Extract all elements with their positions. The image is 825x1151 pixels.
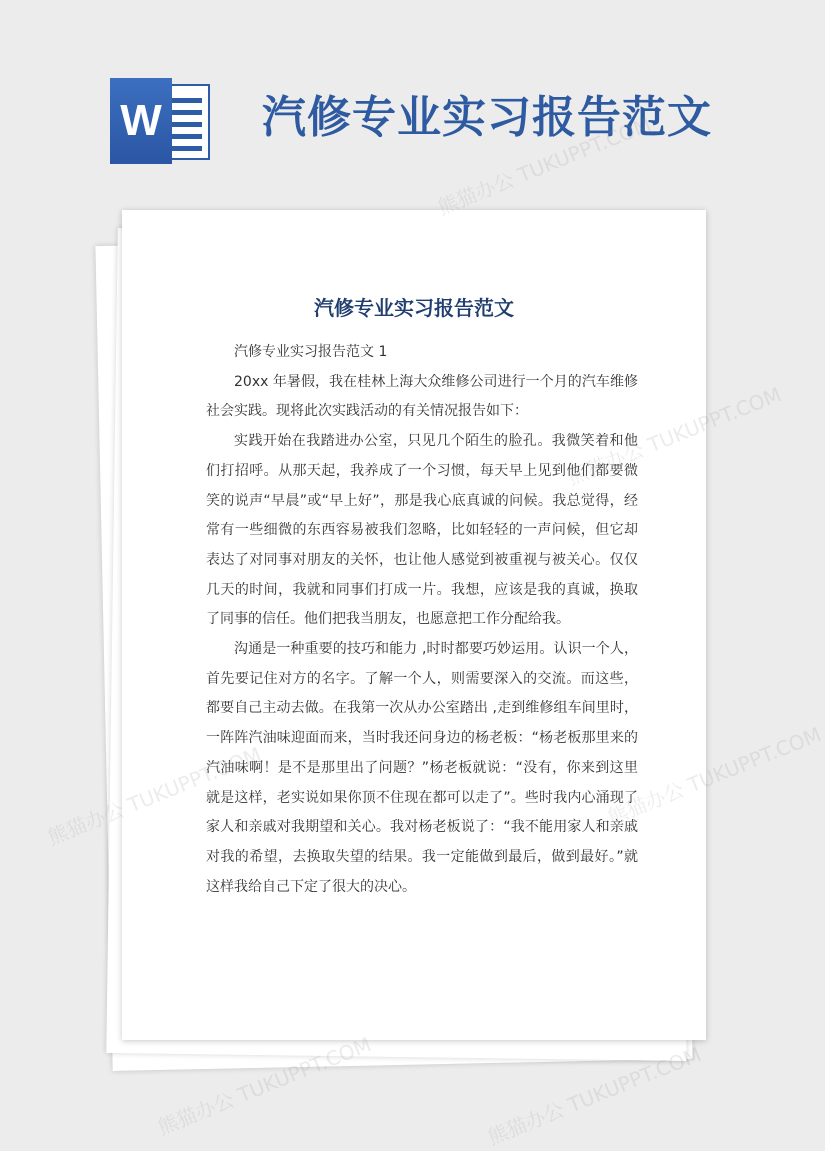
banner-title: 汽修专业实习报告范文 bbox=[262, 92, 712, 143]
watermark: 熊猫办公 TUKUPPT.COM bbox=[434, 112, 655, 220]
header-banner bbox=[0, 0, 800, 200]
word-document-icon bbox=[110, 78, 215, 164]
watermark: 熊猫办公 TUKUPPT.COM bbox=[484, 1042, 705, 1150]
paragraph: 20xx 年暑假，我在桂林上海大众维修公司进行一个月的汽车维修社会实践。现将此次实践活动的有关情况报告如下： bbox=[206, 373, 638, 420]
watermark: 熊猫办公 TUKUPPT.COM bbox=[154, 1032, 375, 1140]
paragraph: 沟通是一种重要的技巧和能力 ,时时都要巧妙运用。认识一个人，首先要记住对方的名字。了解一个人，则需要深入的交流。而这些，都要自己主动去做。在我第一次从办公室踏出 ,走到维修组车间里时，一阵阵汽油味迎面而来，当时我还问身边的杨老板：“杨老板那里来的汽油味啊！是不是那里出了问题？”杨老板就说：“没有，你来到这里就是这样，老实说如果你顶不住现在都可以走了”。些时我内心涌现了家人和亲戚对我期望和关心。我对杨老板说了：“我不能用家人和亲戚对我的希望，去换取失望的结果。我一定能做到最后，做到最好。”就这样我给自己下定了很大的决心。 bbox=[206, 641, 638, 895]
document-title: 汽修专业实习报告范文 bbox=[314, 296, 514, 320]
paragraph-heading: 汽修专业实习报告范文 1 bbox=[234, 344, 388, 360]
word-icon-tile: W bbox=[110, 78, 172, 164]
document-page bbox=[122, 210, 706, 1040]
paragraph: 实践开始在我踏进办公室，只见几个陌生的脸孔。我微笑着和他们打招呼。从那天起，我养成了一个习惯，每天早上见到他们都要微笑的说声“早晨”或“早上好”，那是我心底真诚的问候。我总觉得，经常有一些细微的东西容易被我们忽略，比如轻轻的一声问候，但它却表达了对同事对朋友的关怀，也让他人感觉到被重视与被关心。仅仅几天的时间，我就和同事们打成一片。我想，应该是我的真诚，换取了同事的信任。他们把我当朋友，也愿意把工作分配给我。 bbox=[206, 433, 638, 628]
watermark: TUKUPPT.COM bbox=[644, 382, 785, 458]
watermark: 熊猫办公 TUKUPPT.COM bbox=[604, 722, 825, 830]
watermark: 熊猫办公 bbox=[44, 797, 128, 850]
document-body bbox=[206, 338, 638, 902]
